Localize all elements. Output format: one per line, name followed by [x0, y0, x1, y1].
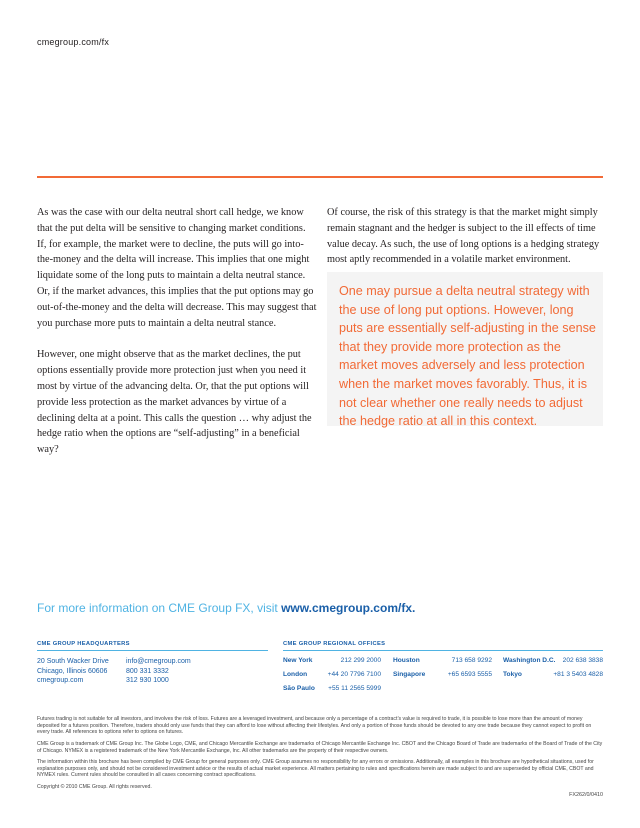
copyright: Copyright © 2010 CME Group. All rights reserved. — [37, 784, 152, 790]
left-column — [37, 205, 317, 474]
hq-address — [37, 657, 127, 686]
office-phone: 713 658 9292 — [451, 657, 492, 664]
body-paragraph: However, one might observe that as the market declines, the put options essentially provide more protection just when you need it most by virtue of the advancing delta. Or, that the put options will provide less protection as the market advances by virtue of a declining delta at a point. This calls the question … why adjust the hedge ratio when the options are “self-adjusting” in a beneficial way? — [37, 349, 312, 456]
legal-trademarks: CME Group is a trademark of CME Group Inc. The Globe Logo, CME, and Chicago Mercantile Exchange are trademarks of Chicago Mercantile Exchange Inc. CBOT and the Chicago Board of Trade are trademarks of the Board of Trade of the City of Chicago. NYMEX is a registered trademark of the New York Mercantile Exchange, Inc. All other trademarks are the property of their respective owners. — [37, 741, 603, 754]
office-city: Houston — [393, 657, 420, 664]
section-divider — [37, 176, 603, 178]
hq-street: 20 South Wacker Drive — [37, 658, 109, 665]
regional-divider — [283, 650, 603, 651]
office-phone: +65 6593 5555 — [447, 671, 492, 678]
regional-offices-label: CME GROUP REGIONAL OFFICES — [283, 641, 386, 647]
hq-city: Chicago, Illinois 60606 — [37, 667, 108, 675]
office-city: Tokyo — [503, 671, 522, 678]
office-city: Washington D.C. — [503, 657, 556, 664]
body-paragraph: Of course, the risk of this strategy is that the market might simply remain stagnant and the hedger is subject to the ill effects of time value decay. As such, the use of long options is a hedging strategy most aptly recommended in a volatile market environment. — [327, 207, 600, 266]
office-city: São Paulo — [283, 685, 315, 692]
office-city: Singapore — [393, 671, 426, 678]
office-city: New York — [283, 657, 313, 664]
body-paragraph: As was the case with our delta neutral short call hedge, we know that the put delta will be sensitive to changing market conditions. If, for example, the market were to decline, the puts will go into-the-money and the delta will increase. This implies that one might liquidate some of the long puts to maintain a delta neutral stance. Or, if the market advances, this implies that the put options may go out-of-the-money and the delta will decrease. This may suggest that you purchase more puts to maintain a delta neutral stance. — [37, 207, 317, 329]
office-phone: +44 20 7796 7100 — [327, 671, 381, 678]
hq-phone-tollfree: 800 331 3332 — [126, 667, 169, 675]
pull-quote: One may pursue a delta neutral strategy with the use of long put options. However, long puts are essentially self-adjusting in the sense that they provide more protection as the market moves adversely and less protection when the market moves favorably. Thus, it is not clear whether one really needs to adjust the hedge ratio at all in this context. — [339, 284, 596, 429]
hq-website[interactable]: cmegroup.com — [37, 677, 84, 684]
legal-information: The information within this brochure has been compiled by CME Group for general purposes only. CME Group assumes no responsibility for any errors or omissions. Additionally, all examples in this brochure are hypothetical situations, used for explanation purposes only, and should not be considered investment advice or the results of actual market experience. All matters pertaining to rules and specifications herein are made subject to and are superseded by official CME, CBOT and NYMEX rules. Current rules should be consulted in all cases concerning contract specifications. — [37, 759, 594, 779]
hq-divider — [37, 650, 268, 651]
more-info-link[interactable]: www.cmegroup.com/fx. — [281, 601, 416, 615]
more-info-line — [37, 601, 415, 615]
hq-label: CME GROUP HEADQUARTERS — [37, 641, 130, 647]
office-phone: +81 3 5403 4828 — [553, 671, 603, 678]
hq-email[interactable]: info@cmegroup.com — [126, 658, 191, 665]
header-url[interactable]: cmegroup.com/fx — [37, 37, 110, 47]
office-phone: 212 299 2000 — [340, 657, 381, 664]
legal-disclaimer-risk: Futures trading is not suitable for all investors, and involves the risk of loss. Futures are a leveraged investment, and because only a percentage of a contract’s value is required to trade, it is possible to lose more than the amount of money deposited for a futures position. Therefore, traders should only use funds that they can afford to lose without affecting their lifestyles. And only a portion of those funds should be devoted to any one trade because they cannot expect to profit on every trade. All references to options refer to options on futures. — [37, 716, 592, 736]
more-info-text: For more information on CME Group FX, visit — [37, 601, 282, 615]
hq-phone: 312 930 1000 — [126, 677, 169, 684]
hq-contact — [126, 657, 216, 686]
document-code: FX262/0/0410 — [569, 792, 603, 798]
office-city: London — [283, 671, 308, 678]
pull-quote-box — [327, 272, 603, 429]
office-phone: +55 11 2565 5999 — [328, 685, 381, 692]
office-phone: 202 638 3838 — [562, 657, 603, 664]
